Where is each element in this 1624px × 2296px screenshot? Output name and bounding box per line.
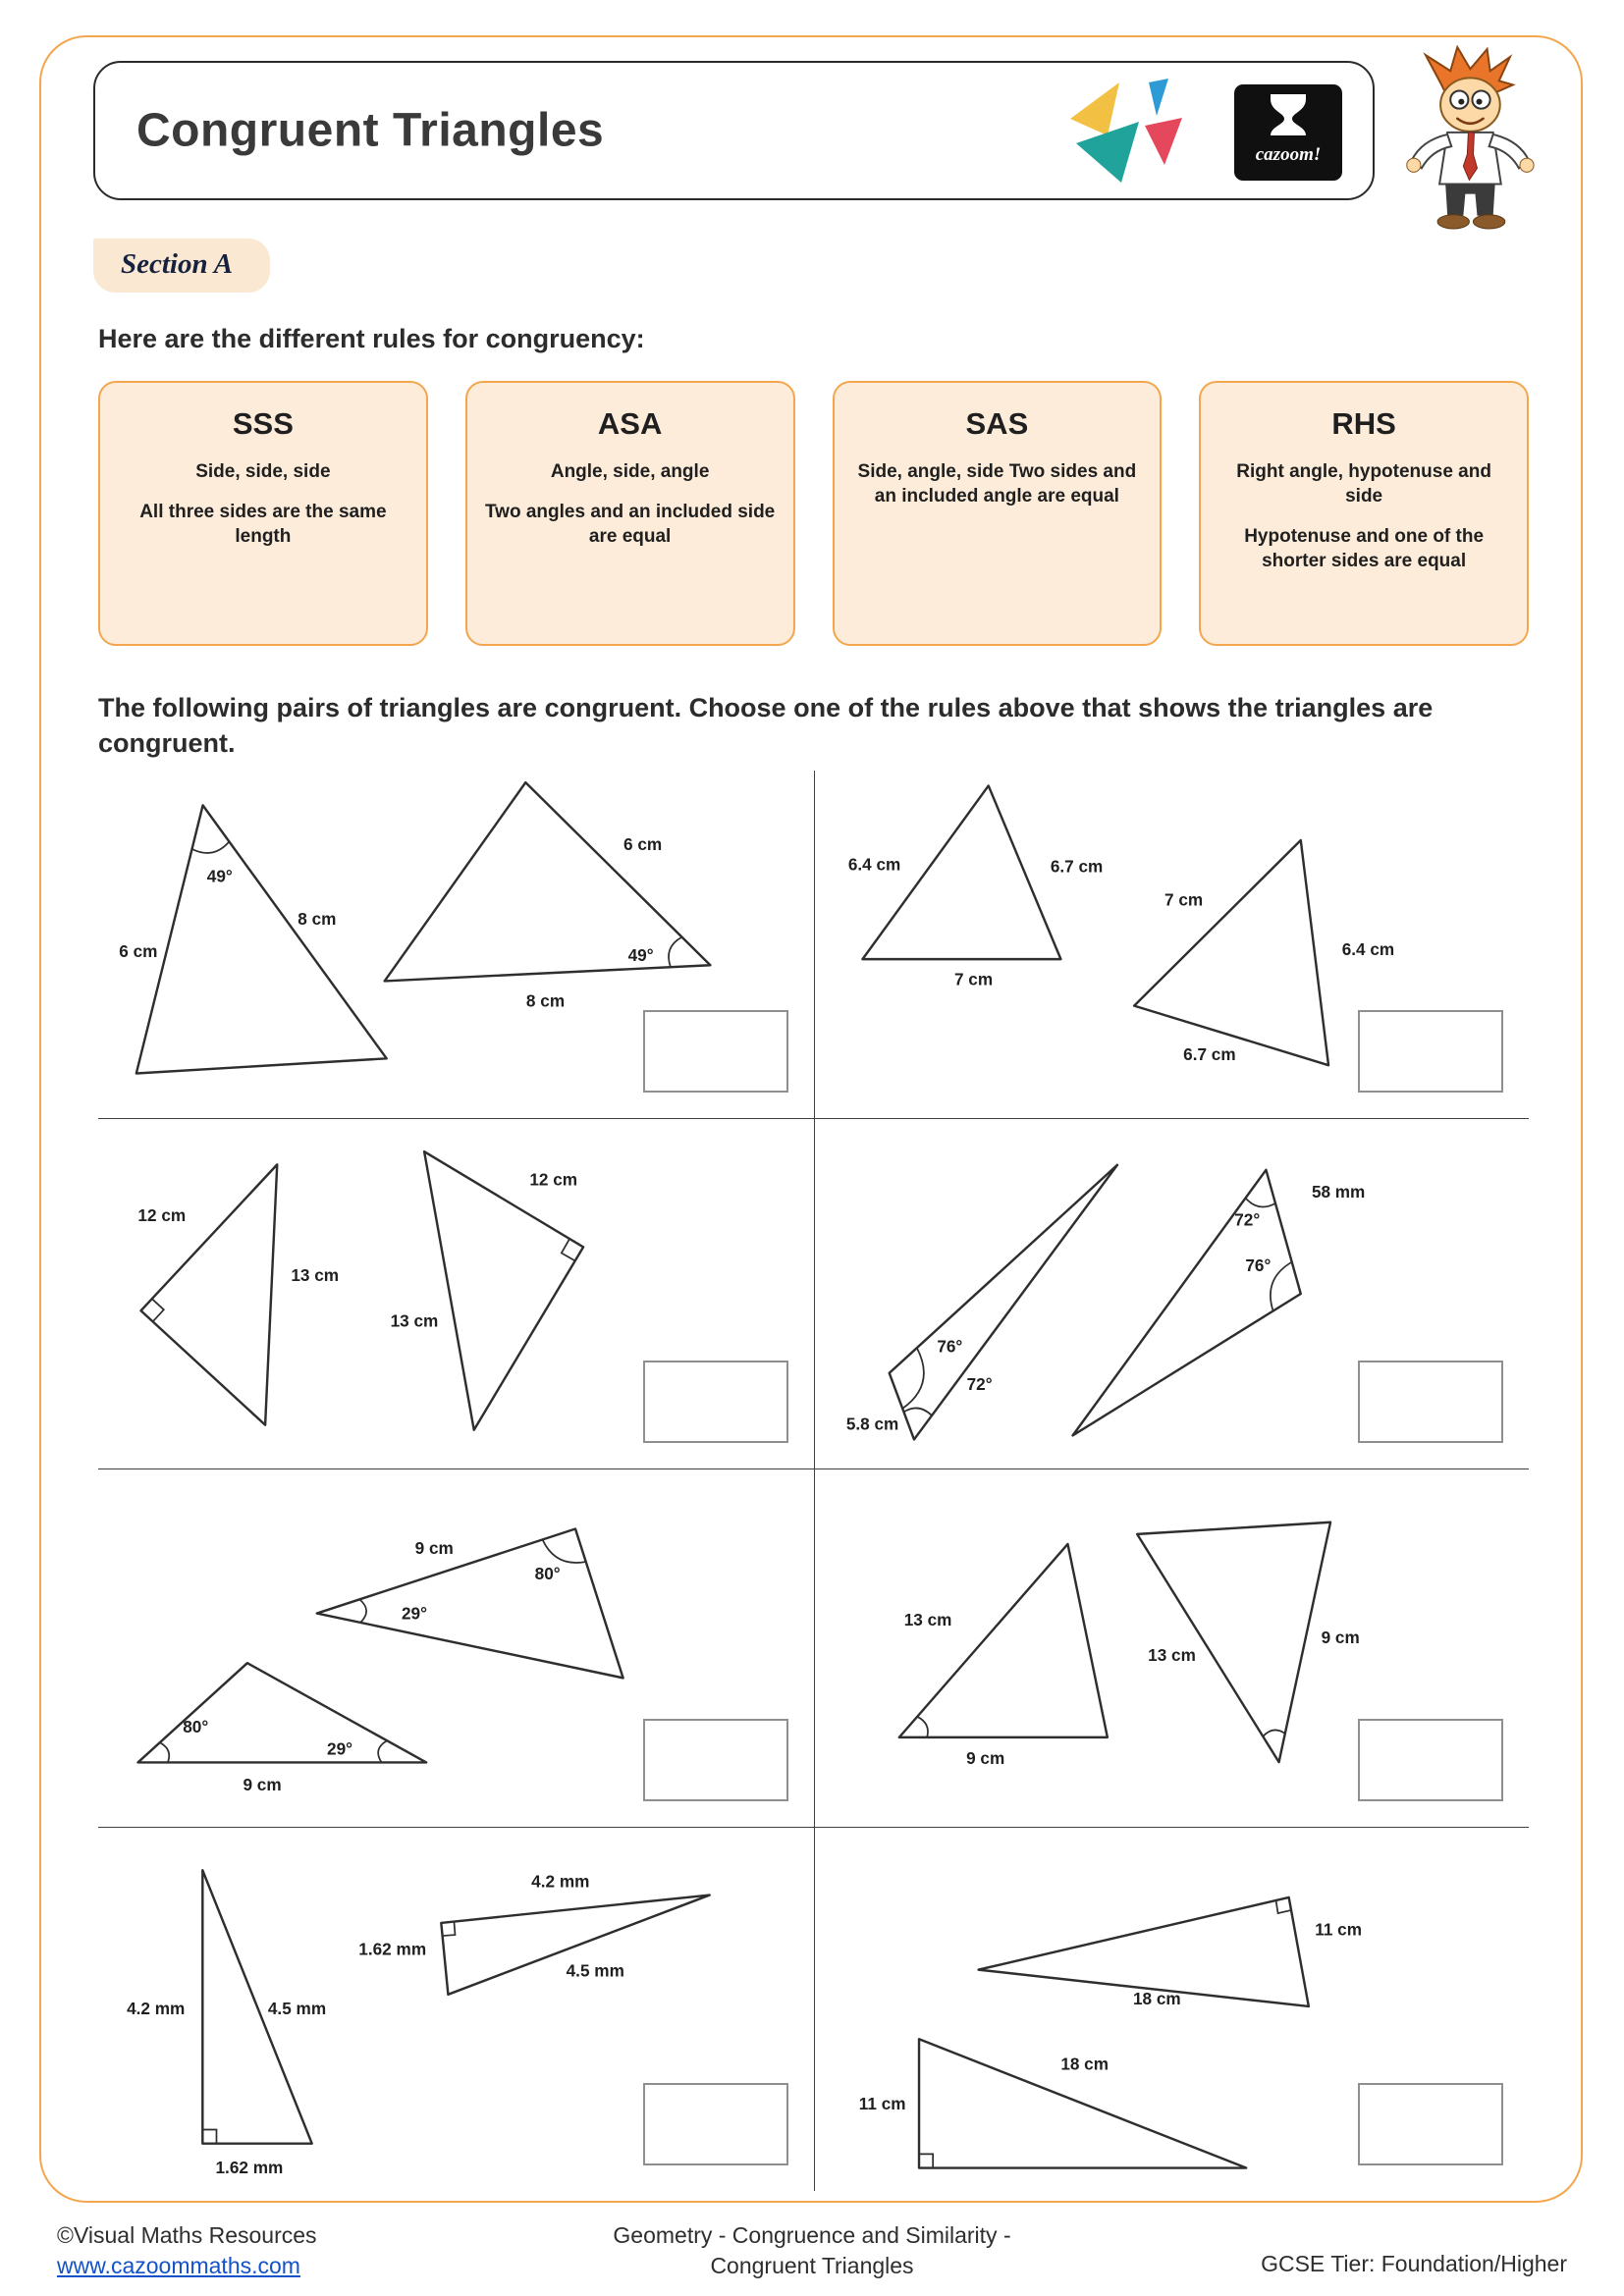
logo-triangle-yellow bbox=[1070, 82, 1119, 135]
rule-box-sss bbox=[98, 381, 428, 646]
side-label: 13 cm bbox=[291, 1264, 340, 1285]
rule-name: SAS bbox=[965, 406, 1029, 441]
website-link[interactable]: www.cazoommaths.com bbox=[57, 2253, 300, 2278]
questions-grid bbox=[98, 771, 1529, 2191]
answer-box-4[interactable] bbox=[1358, 1361, 1503, 1443]
intro-text: Here are the different rules for congruency: bbox=[98, 324, 645, 353]
section-label: Section A bbox=[93, 239, 270, 293]
triangle-outline bbox=[1134, 840, 1328, 1065]
triangle-outline bbox=[424, 1151, 583, 1430]
side-label: 4.2 mm bbox=[531, 1871, 590, 1892]
side-label: 18 cm bbox=[1133, 1988, 1181, 2008]
logo-triangle-red bbox=[1145, 118, 1182, 165]
side-label: 6 cm bbox=[623, 833, 663, 854]
angle-label: 72° bbox=[1234, 1209, 1261, 1230]
answer-box-2[interactable] bbox=[1358, 1010, 1503, 1093]
angle-label: 80° bbox=[183, 1717, 209, 1737]
triangle-outline bbox=[138, 1663, 427, 1762]
rule-line: Side, side, side bbox=[195, 461, 331, 482]
footer-topic-line1: Geometry - Congruence and Similarity - bbox=[613, 2222, 1011, 2248]
question-2-cell bbox=[815, 771, 1529, 1119]
side-label: 9 cm bbox=[1321, 1627, 1360, 1647]
mascot-pupil-right bbox=[1476, 99, 1482, 105]
rule-line: All three sides are the same length bbox=[139, 502, 387, 548]
side-label: 7 cm bbox=[1164, 889, 1204, 910]
angle-label: 76° bbox=[937, 1336, 963, 1357]
angle-label: 80° bbox=[534, 1564, 561, 1584]
rule-line: Angle, side, angle bbox=[550, 461, 710, 482]
side-label: 6 cm bbox=[119, 941, 158, 962]
cazoom-logo-text: cazoom! bbox=[1255, 144, 1322, 165]
mascot-shoe-right bbox=[1473, 215, 1504, 229]
rule-box-asa bbox=[465, 381, 795, 646]
side-label: 8 cm bbox=[298, 908, 337, 929]
side-label: 9 cm bbox=[966, 1748, 1005, 1769]
rule-box-rhs bbox=[1199, 381, 1529, 646]
side-label: 6.7 cm bbox=[1050, 856, 1104, 877]
triangle-outline bbox=[890, 1165, 1117, 1440]
question-4-cell bbox=[815, 1119, 1529, 1469]
side-label: 7 cm bbox=[954, 969, 994, 989]
rule-line: Side, angle, side Two sides and an included angle are equal bbox=[857, 461, 1137, 507]
angle-label: 29° bbox=[401, 1603, 427, 1624]
goblet-icon bbox=[1259, 92, 1318, 137]
question-8-cell bbox=[815, 1828, 1529, 2191]
answer-box-6[interactable] bbox=[1358, 1719, 1503, 1801]
side-label: 9 cm bbox=[243, 1774, 282, 1794]
side-label: 13 cm bbox=[1148, 1645, 1196, 1666]
side-label: 58 mm bbox=[1311, 1182, 1366, 1202]
side-label: 6.7 cm bbox=[1183, 1044, 1236, 1065]
worksheet-header bbox=[93, 61, 1375, 200]
triangle-outline bbox=[385, 782, 711, 981]
question-7-cell bbox=[98, 1828, 815, 2191]
angle-label: 76° bbox=[1245, 1255, 1272, 1275]
side-label: 9 cm bbox=[414, 1537, 454, 1558]
answer-box-8[interactable] bbox=[1358, 2083, 1503, 2165]
congruency-rules bbox=[98, 381, 1529, 646]
side-label: 11 cm bbox=[858, 2093, 906, 2113]
answer-box-3[interactable] bbox=[643, 1361, 788, 1443]
mascot-character bbox=[1394, 45, 1561, 234]
side-label: 6.4 cm bbox=[1341, 939, 1395, 960]
answer-box-1[interactable] bbox=[643, 1010, 788, 1093]
answer-box-5[interactable] bbox=[643, 1719, 788, 1801]
side-label: 12 cm bbox=[529, 1169, 578, 1190]
question-3-cell bbox=[98, 1119, 815, 1469]
rule-line: Hypotenuse and one of the shorter sides are equal bbox=[1244, 526, 1485, 572]
side-label: 13 cm bbox=[903, 1609, 952, 1629]
triangle-outline bbox=[141, 1164, 278, 1424]
rule-line: Right angle, hypotenuse and side bbox=[1236, 461, 1491, 507]
side-label: 12 cm bbox=[137, 1205, 187, 1226]
mascot-shoe-left bbox=[1437, 215, 1469, 229]
side-label: 1.62 mm bbox=[215, 2158, 284, 2178]
mascot-pupil-left bbox=[1458, 99, 1464, 105]
side-label: 4.2 mm bbox=[127, 1999, 186, 2019]
footer-tier: GCSE Tier: Foundation/Higher bbox=[1261, 2251, 1567, 2276]
side-label: 6.4 cm bbox=[847, 854, 901, 875]
side-label: 8 cm bbox=[525, 990, 566, 1011]
logo-triangle-blue bbox=[1149, 79, 1168, 116]
rule-box-sas bbox=[833, 381, 1163, 646]
triangle-outline bbox=[1073, 1170, 1301, 1436]
rule-name: SSS bbox=[232, 406, 294, 441]
question-5-cell bbox=[98, 1469, 815, 1828]
cazoom-shapes-logo bbox=[1062, 75, 1210, 187]
copyright-text: ©Visual Maths Resources bbox=[57, 2222, 317, 2248]
triangle-outline bbox=[899, 1544, 1108, 1737]
angle-label: 49° bbox=[627, 945, 654, 966]
rule-line: Two angles and an included side are equal bbox=[484, 502, 776, 548]
triangle-outline bbox=[136, 805, 387, 1073]
rule-name: RHS bbox=[1331, 406, 1396, 441]
cazoom-logo bbox=[1234, 84, 1342, 181]
question-6-cell bbox=[815, 1469, 1529, 1828]
rule-name: ASA bbox=[597, 406, 663, 441]
side-label: 4.5 mm bbox=[566, 1960, 624, 1981]
answer-box-7[interactable] bbox=[643, 2083, 788, 2165]
angle-label: 49° bbox=[206, 866, 233, 886]
side-label: 4.5 mm bbox=[267, 1999, 327, 2019]
side-label: 18 cm bbox=[1060, 2054, 1109, 2074]
mascot-hand-right bbox=[1520, 158, 1534, 172]
angle-label: 72° bbox=[966, 1373, 993, 1394]
side-label: 1.62 mm bbox=[358, 1939, 427, 1959]
side-label: 11 cm bbox=[1315, 1919, 1362, 1940]
question-1-cell bbox=[98, 771, 815, 1119]
angle-label: 29° bbox=[327, 1738, 353, 1759]
mascot-hand-left bbox=[1407, 158, 1421, 172]
triangle-outline bbox=[1137, 1522, 1330, 1762]
side-label: 5.8 cm bbox=[845, 1414, 899, 1434]
footer-topic-line2: Congruent Triangles bbox=[710, 2253, 914, 2278]
page-title: Congruent Triangles bbox=[136, 104, 605, 157]
mascot-pants bbox=[1445, 184, 1495, 215]
instruction-text: The following pairs of triangles are congruent. Choose one of the rules above that shows the triangles are congruent. bbox=[98, 693, 1434, 759]
side-label: 13 cm bbox=[390, 1310, 439, 1331]
